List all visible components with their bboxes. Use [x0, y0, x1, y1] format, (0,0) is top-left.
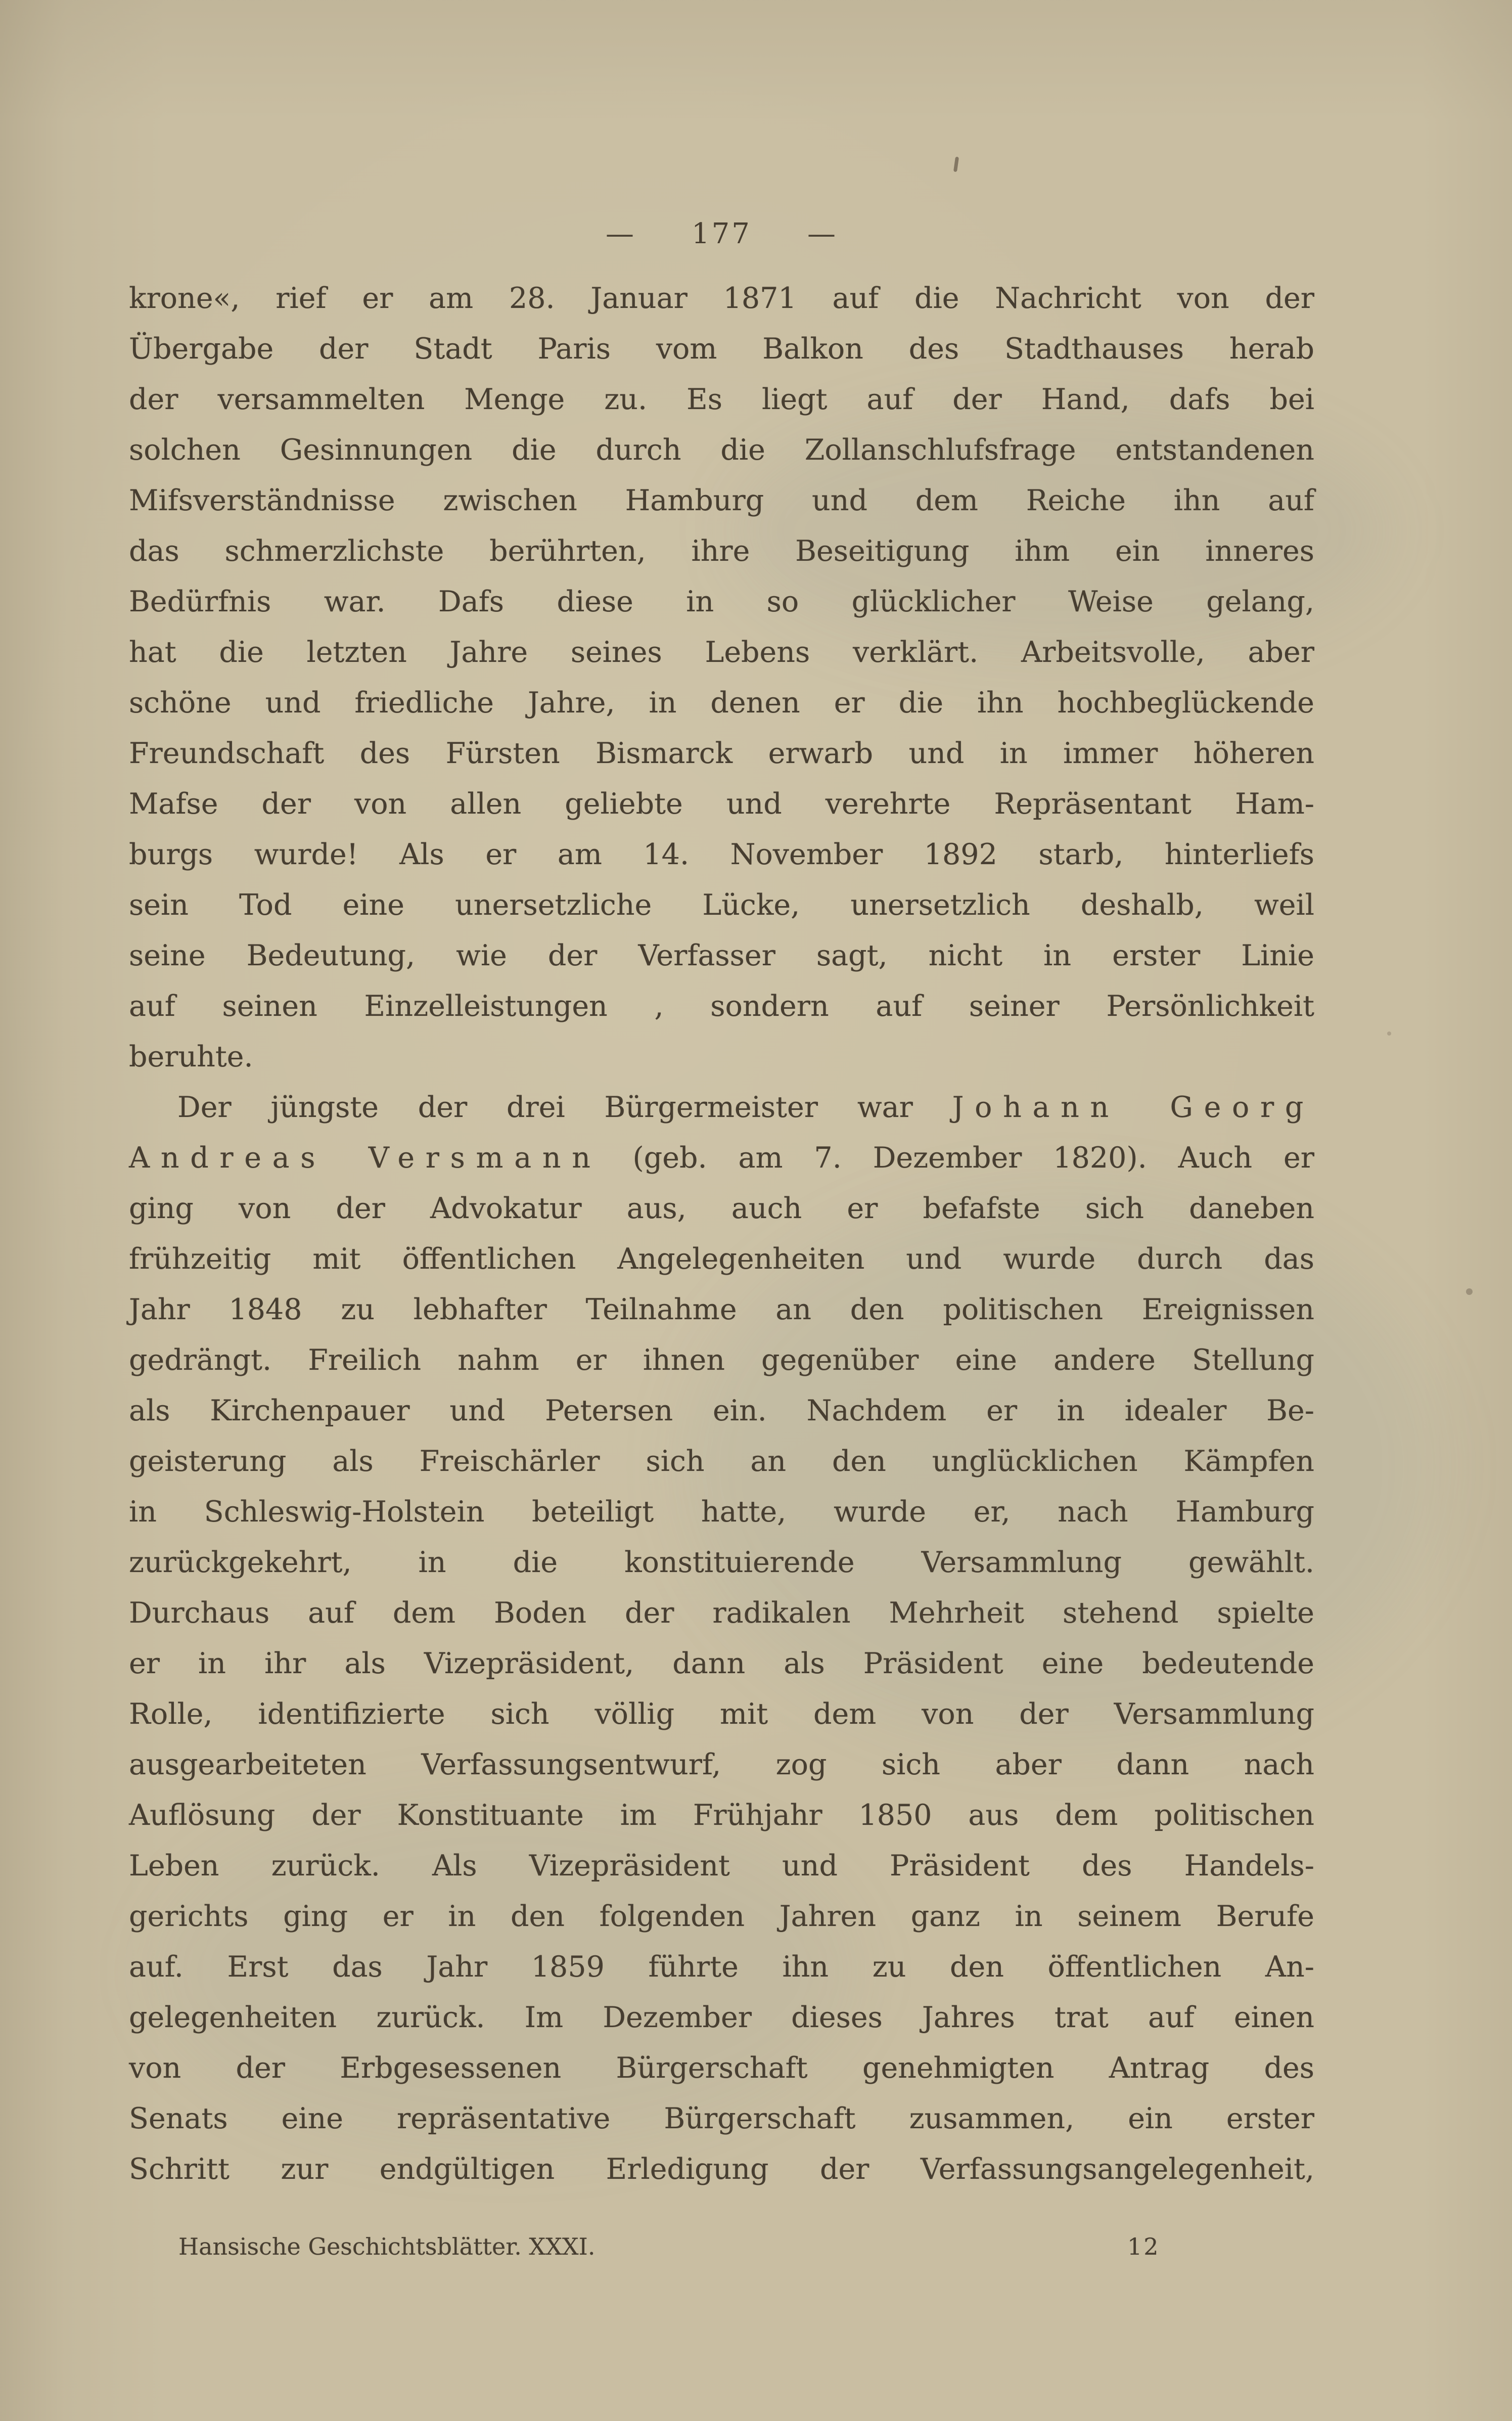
scan-speck [1466, 1288, 1473, 1295]
text-line: in Schleswig-Holstein beteiligt hatte, wurde er, nach Hamburg [129, 1495, 1314, 1529]
text-line: Durchaus auf dem Boden der radikalen Mehrheit stehend spielte [129, 1596, 1314, 1630]
person-name-letterspaced: Johann Georg [952, 1091, 1315, 1124]
text-line: zurückgekehrt, in die konstituierende Versammlung gewählt. [129, 1546, 1314, 1579]
footer-signature-mark: 12 [1127, 2233, 1160, 2260]
text-line: gerichts ging er in den folgenden Jahren ganz in seinem Berufe [129, 1900, 1314, 1933]
text-line: solchen Gesinnungen die durch die Zollanschlufsfrage entstandenen [129, 433, 1314, 467]
text-line: der versammelten Menge zu. Es liegt auf der Hand, dafs bei [129, 383, 1314, 416]
person-name-letterspaced: Andreas Versmann [129, 1141, 602, 1175]
text-line: Mifsverständnisse zwischen Hamburg und dem Reiche ihn auf [129, 484, 1314, 517]
header-dash-right: — [807, 217, 838, 250]
text-line: Freundschaft des Fürsten Bismarck erwarb und in immer höheren [129, 737, 1314, 770]
scan-speck [953, 157, 959, 172]
paragraph-start-line [129, 1082, 1314, 1133]
text-line: seine Bedeutung, wie der Verfasser sagt, nicht in erster Linie [129, 939, 1314, 972]
text-line: Mafse der von allen geliebte und verehrte Repräsentant Ham- [129, 787, 1314, 821]
text-run: (geb. am 7. Dezember 1820). Auch er [601, 1141, 1314, 1175]
text-line: sein Tod eine unersetzliche Lücke, unersetzlich deshalb, weil [129, 888, 1314, 922]
text-line: burgs wurde! Als er am 14. November 1892 starb, hinterliefs [129, 838, 1314, 871]
text-line: als Kirchenpauer und Petersen ein. Nachdem er in idealer Be- [129, 1394, 1314, 1427]
text-line: gedrängt. Freilich nahm er ihnen gegenüber eine andere Stellung [129, 1343, 1314, 1377]
text-line: Übergabe der Stadt Paris vom Balkon des Stadthauses herab [129, 332, 1314, 366]
text-line: das schmerzlichste berührten, ihre Beseitigung ihm ein inneres [129, 534, 1314, 568]
running-head [129, 208, 1314, 259]
text-line: gelegenheiten zurück. Im Dezember dieses Jahres trat auf einen [129, 2001, 1314, 2034]
text-line: von der Erbgesessenen Bürgerschaft genehmigten Antrag des [129, 2051, 1314, 2085]
text-line: Bedürfnis war. Dafs diese in so glücklicher Weise gelang, [129, 585, 1314, 618]
text-line: Senats eine repräsentative Bürgerschaft zusammen, ein erster [129, 2102, 1314, 2135]
text-line: Rolle, identifizierte sich völlig mit dem von der Versammlung [129, 1697, 1314, 1731]
page-footer [129, 2224, 1314, 2269]
body-text [129, 273, 1314, 2194]
paragraph-end-line: beruhte. [129, 1040, 253, 1073]
text-line: auf seinen Einzelleistungen , sondern auf seiner Persönlichkeit [129, 990, 1314, 1023]
text-line: Auflösung der Konstituante im Frühjahr 1850 aus dem politischen [129, 1799, 1314, 1832]
text-line: krone«, rief er am 28. Januar 1871 auf die Nachricht von der [129, 282, 1314, 315]
text-line: ausgearbeiteten Verfassungsentwurf, zog sich aber dann nach [129, 1748, 1314, 1781]
text-line: Schritt zur endgültigen Erledigung der Verfassungsangelegenheit, [129, 2153, 1314, 2186]
text-line: schöne und friedliche Jahre, in denen er die ihn hochbeglückende [129, 686, 1314, 720]
header-dash-left: — [606, 217, 636, 250]
text-line: ging von der Advokatur aus, auch er befafste sich daneben [129, 1192, 1314, 1225]
text-line: frühzeitig mit öffentlichen Angelegenheiten und wurde durch das [129, 1242, 1314, 1276]
scan-speck [1387, 1032, 1391, 1036]
text-run: Der jüngste der drei Bürgermeister war [177, 1091, 952, 1124]
text-line: auf. Erst das Jahr 1859 führte ihn zu den öffentlichen An- [129, 1950, 1314, 1984]
text-line: geisterung als Freischärler sich an den unglücklichen Kämpfen [129, 1445, 1314, 1478]
page-number: 177 [692, 217, 752, 250]
text-line: hat die letzten Jahre seines Lebens verklärt. Arbeitsvolle, aber [129, 636, 1314, 669]
text-line: Leben zurück. Als Vizepräsident und Präsident des Handels- [129, 1849, 1314, 1882]
text-line [129, 1133, 1314, 1183]
footer-journal-title: Hansische Geschichtsblätter. XXXI. [178, 2233, 595, 2260]
text-line: Jahr 1848 zu lebhafter Teilnahme an den politischen Ereignissen [129, 1293, 1314, 1326]
text-line: er in ihr als Vizepräsident, dann als Präsident eine bedeutende [129, 1647, 1314, 1680]
